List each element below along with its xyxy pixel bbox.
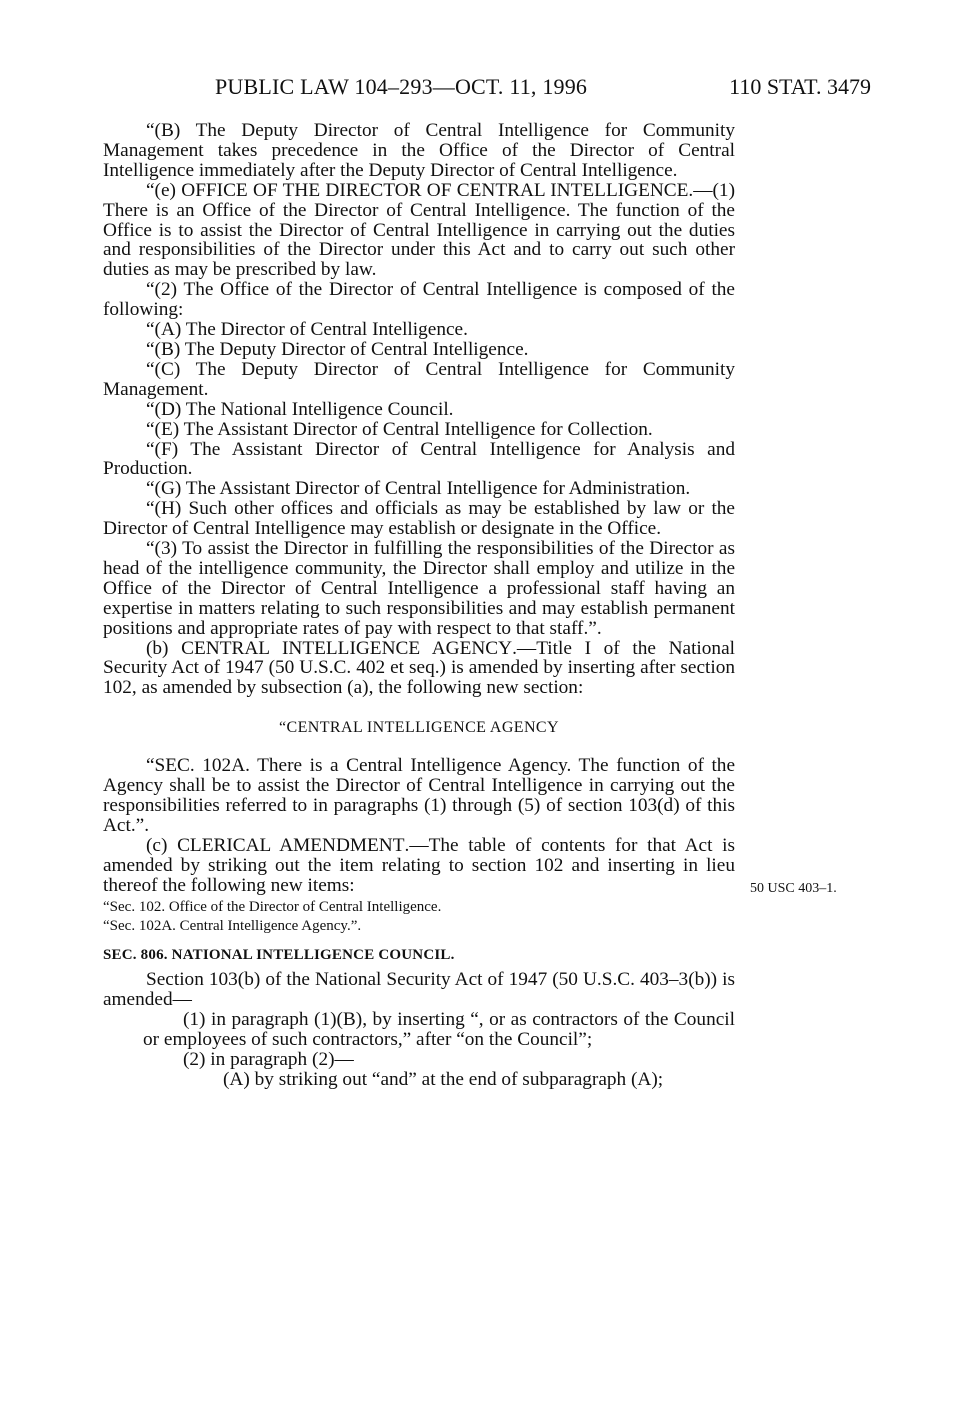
paragraph-text: Title I of the National Security Act of 1947 (50 U.S.C. 402 et seq.) is amended by inserting after section 102, as amended by subsection (a), the following new section:	[103, 637, 735, 699]
sec-label: “SEC.	[146, 755, 195, 777]
paragraph-b-precedence: “(B) The Deputy Director of Central Intelligence for Community Management takes precedence in the Office of the Director of Central Intelligence immediately after the Deputy Director of Central Intelligence.	[103, 120, 735, 181]
running-head: PUBLIC LAW 104–293—OCT. 11, 1996	[215, 74, 588, 99]
amendment-1: (1) in paragraph (1)(B), by inserting “, or as contractors of the Council or employees of such contractors,” after “on the Council”;	[143, 1009, 735, 1051]
section-806-heading: SEC. 806. NATIONAL INTELLIGENCE COUNCIL.	[103, 946, 455, 963]
list-item-h: “(H) Such other offices and officials as may be established by law or the Director of Central Intelligence may establish or designate in the Office.	[103, 498, 735, 540]
section-heading: CENTRAL INTELLIGENCE AGENCY	[181, 637, 513, 659]
paragraph-lead: (b)	[146, 637, 182, 659]
list-item-a: “(A) The Director of Central Intelligence.	[146, 319, 468, 341]
amendment-2: (2) in paragraph (2)—	[183, 1049, 354, 1071]
list-item-e: “(E) The Assistant Director of Central Intelligence for Collection.	[146, 418, 653, 440]
list-item-b: “(B) The Deputy Director of Central Intelligence.	[146, 338, 529, 360]
paragraph-text: The table of contents for that Act is amended by striking out the item relating to section 102 and inserting in lieu thereof the following new items:	[103, 834, 735, 896]
cia-section-title: “CENTRAL INTELLIGENCE AGENCY	[279, 719, 559, 737]
paragraph-2-composition: “(2) The Office of the Director of Central Intelligence is composed of the following:	[103, 279, 735, 321]
paragraph-b-cia	[103, 639, 735, 699]
stat-citation: 110 STAT. 3479	[729, 74, 871, 99]
heading-dash: .—	[512, 637, 537, 659]
paragraph-3-staff: “(3) To assist the Director in fulfilling the responsibilities of the Director as head of the intelligence community, the Director shall employ and utilize in the Office of the Director of Central Intelligence a professional staff having an expertise in matters relating to such responsibilities and may establish permanent positions and appropriate rates of pay with respect to that staff.”.	[103, 538, 735, 639]
paragraph-e-office	[103, 181, 735, 281]
usc-margin-note: 50 USC 403–1.	[750, 881, 837, 896]
heading-dash: .—	[404, 834, 429, 856]
toc-item-102a: “Sec. 102A. Central Intelligence Agency.”.	[103, 917, 362, 934]
section-102a	[103, 756, 735, 836]
paragraph-c-clerical	[103, 836, 735, 896]
page-body	[103, 121, 735, 1090]
section-heading: OFFICE OF THE DIRECTOR OF CENTRAL INTELLIGENCE	[181, 179, 689, 201]
list-item-d: “(D) The National Intelligence Council.	[146, 398, 454, 420]
list-item-g: “(G) The Assistant Director of Central Intelligence for Administration.	[146, 478, 691, 500]
list-item-f: “(F) The Assistant Director of Central Intelligence for Analysis and Production.	[103, 438, 735, 480]
section-heading: CLERICAL AMENDMENT	[177, 834, 405, 856]
heading-dash: .—	[688, 179, 713, 201]
paragraph-lead: (c)	[146, 834, 178, 856]
list-item-c: “(C) The Deputy Director of Central Intelligence for Community Management.	[103, 358, 735, 400]
amendment-2a: (A) by striking out “and” at the end of subparagraph (A);	[223, 1068, 664, 1090]
page-header	[0, 74, 957, 100]
paragraph-text: 102A. There is a Central Intelligence Agency. The function of the Agency shall be to assist the Director of Central Intelligence in carrying out the responsibilities referred to in paragraphs (1) through (5) of section 103(d) of this Act.”.	[103, 755, 735, 836]
paragraph-lead: “(e)	[146, 179, 182, 201]
paragraph-text: (1) There is an Office of the Director of Central Intelligence. The function of the Office is to assist the Director of Central Intelligence in carrying out the duties and responsibilities of the Director under this Act and to carry out such other duties as may be prescribed by law.	[103, 179, 735, 281]
section-806-text: Section 103(b) of the National Security Act of 1947 (50 U.S.C. 403–3(b)) is amended—	[103, 969, 735, 1011]
toc-item-102: “Sec. 102. Office of the Director of Central Intelligence.	[103, 898, 442, 915]
